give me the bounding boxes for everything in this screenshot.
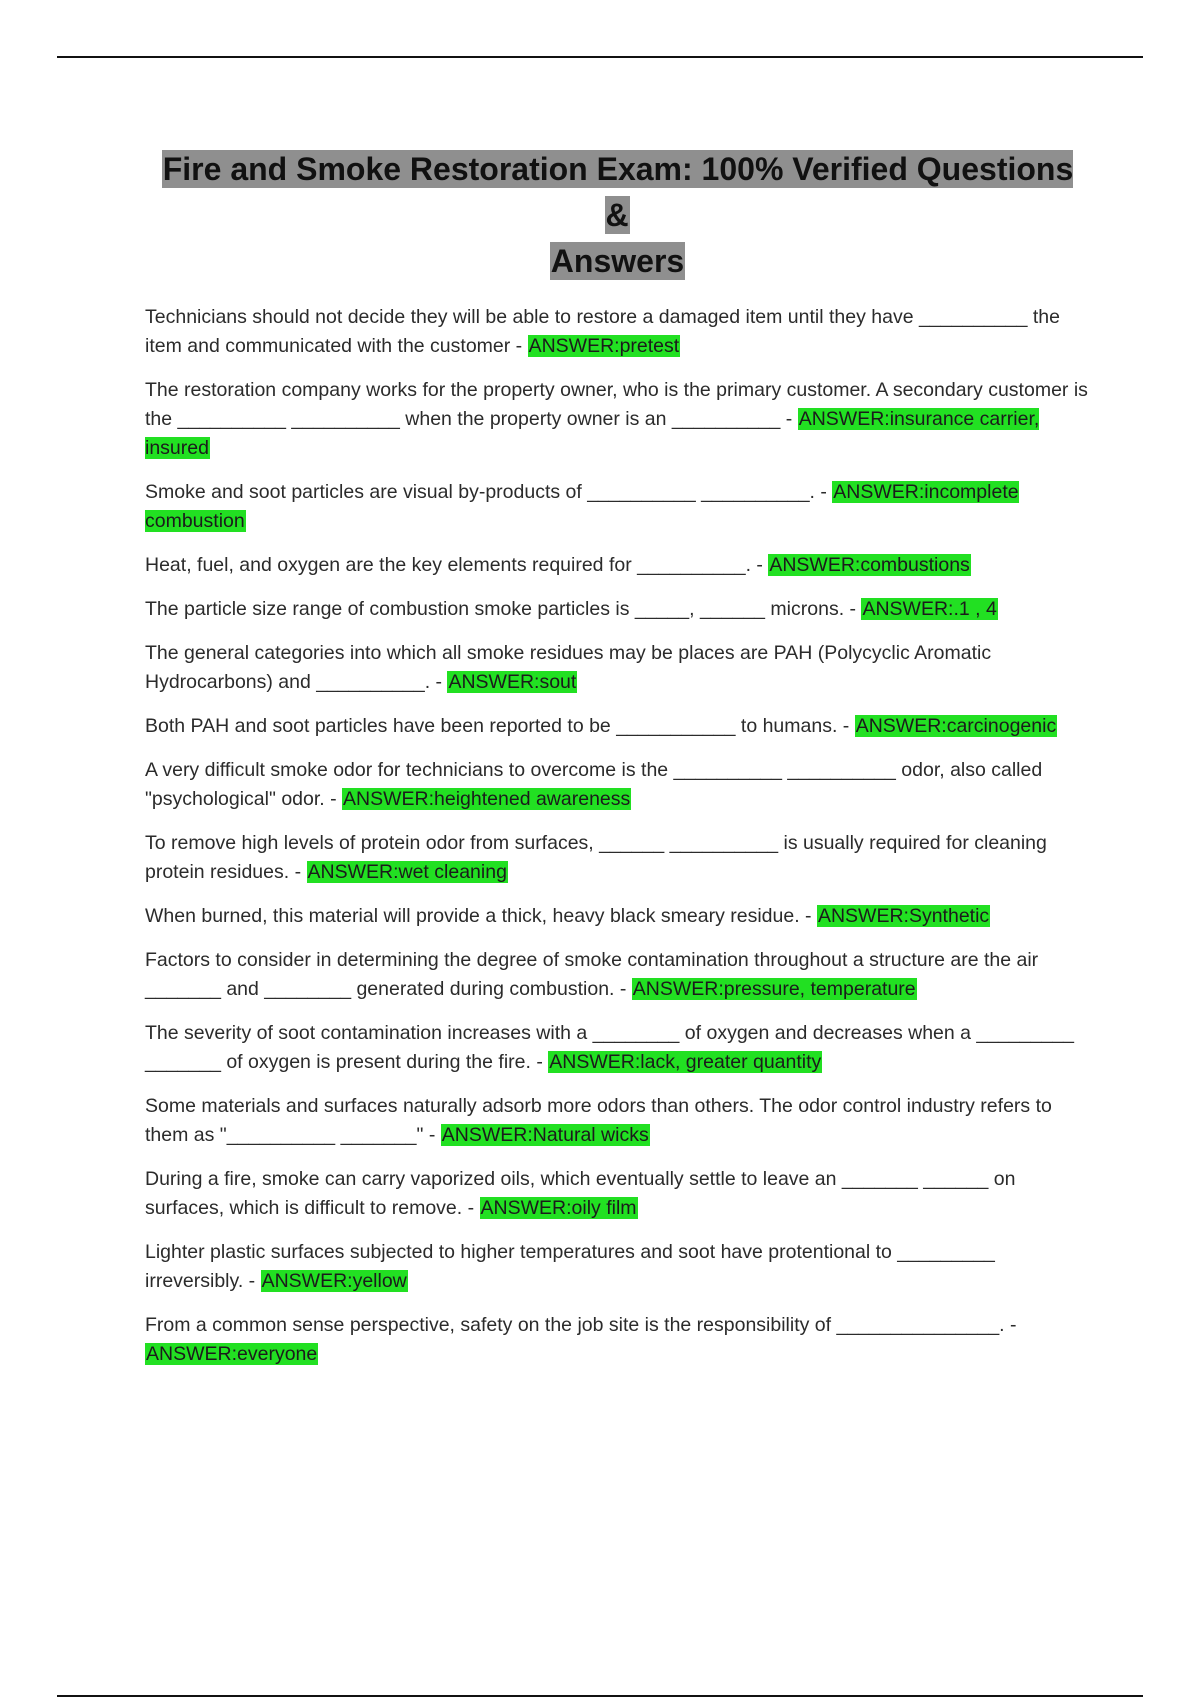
question-text: To remove high levels of protein odor from surfaces, ______ __________ is usually required for cleaning protein residues. -: [145, 832, 1047, 883]
question-text: The severity of soot contamination increases with a ________ of oxygen and decreases when a _________ _______ of oxygen is present during the fire. -: [145, 1022, 1075, 1073]
answer-highlight: ANSWER:everyone: [146, 1343, 318, 1365]
answer-highlight: ANSWER:.1 , 4: [862, 598, 997, 620]
answer-highlight: ANSWER:yellow: [261, 1270, 407, 1292]
top-rule: [57, 56, 1143, 58]
qa-item: [145, 946, 1090, 1004]
qa-item: [145, 551, 1090, 580]
answer-highlight: ANSWER:insurance carrier, insured: [145, 408, 1040, 459]
qa-item: [145, 1092, 1090, 1150]
qa-item: [145, 829, 1090, 887]
qa-item: [145, 1311, 1090, 1369]
question-text: The particle size range of combustion smoke particles is _____, ______ microns. -: [145, 598, 862, 620]
question-text: Heat, fuel, and oxygen are the key elements required for __________. -: [145, 554, 769, 576]
qa-item: [145, 639, 1090, 697]
question-text: Smoke and soot particles are visual by-products of __________ __________. -: [145, 481, 833, 503]
answer-highlight: ANSWER:carcinogenic: [855, 715, 1057, 737]
title-line-2: Answers: [550, 243, 685, 279]
qa-item: [145, 595, 1090, 624]
answer-highlight: ANSWER:lack, greater quantity: [549, 1051, 822, 1073]
question-text: Some materials and surfaces naturally adsorb more odors than others. The odor control industry refers to them as "__________ _______" -: [145, 1095, 1052, 1146]
question-text: The general categories into which all smoke residues may be places are PAH (Polycyclic Aromatic Hydrocarbons) and __________. -: [145, 642, 992, 693]
title-line-1: Fire and Smoke Restoration Exam: 100% Verified Questions &: [162, 151, 1074, 233]
qa-item: [145, 1238, 1090, 1296]
answer-highlight: ANSWER:oily film: [480, 1197, 637, 1219]
page-title: [150, 146, 1085, 284]
answer-highlight: ANSWER:heightened awareness: [343, 788, 631, 810]
qa-item: [145, 1165, 1090, 1223]
qa-item: [145, 1019, 1090, 1077]
question-text: A very difficult smoke odor for technicians to overcome is the __________ __________ odor, also called "psychological" odor. -: [145, 759, 1043, 810]
question-text: Lighter plastic surfaces subjected to higher temperatures and soot have protentional to _________ irreversibly. -: [145, 1241, 995, 1292]
answer-highlight: ANSWER:incomplete combustion: [145, 481, 1019, 532]
qa-item: [145, 303, 1090, 361]
answer-highlight: ANSWER:wet cleaning: [307, 861, 507, 883]
question-text: Both PAH and soot particles have been reported to be ___________ to humans. -: [145, 715, 855, 737]
answer-highlight: ANSWER:pressure, temperature: [632, 978, 916, 1000]
question-text: Technicians should not decide they will be able to restore a damaged item until they have __________ the item and communicated with the customer -: [145, 306, 1060, 357]
qa-list: [145, 303, 1090, 1384]
answer-highlight: ANSWER:sout: [448, 671, 577, 693]
answer-highlight: ANSWER:Natural wicks: [441, 1124, 649, 1146]
question-text: Factors to consider in determining the degree of smoke contamination throughout a structure are the air _______ and ________ generated during combustion. -: [145, 949, 1039, 1000]
question-text: During a fire, smoke can carry vaporized oils, which eventually settle to leave an _______ ______ on surfaces, which is difficult to remove. -: [145, 1168, 1016, 1219]
answer-highlight: ANSWER:pretest: [528, 335, 680, 357]
qa-item: [145, 376, 1090, 463]
qa-item: [145, 712, 1090, 741]
qa-item: [145, 756, 1090, 814]
question-text: The restoration company works for the property owner, who is the primary customer. A secondary customer is the __________ __________ when the property owner is an __________ -: [145, 379, 1088, 430]
qa-item: [145, 902, 1090, 931]
question-text: When burned, this material will provide a thick, heavy black smeary residue. -: [145, 905, 817, 927]
answer-highlight: ANSWER:combustions: [769, 554, 970, 576]
answer-highlight: ANSWER:Synthetic: [817, 905, 990, 927]
bottom-rule: [57, 1695, 1143, 1697]
question-text: From a common sense perspective, safety on the job site is the responsibility of _______________. -: [145, 1314, 1017, 1336]
qa-item: [145, 478, 1090, 536]
